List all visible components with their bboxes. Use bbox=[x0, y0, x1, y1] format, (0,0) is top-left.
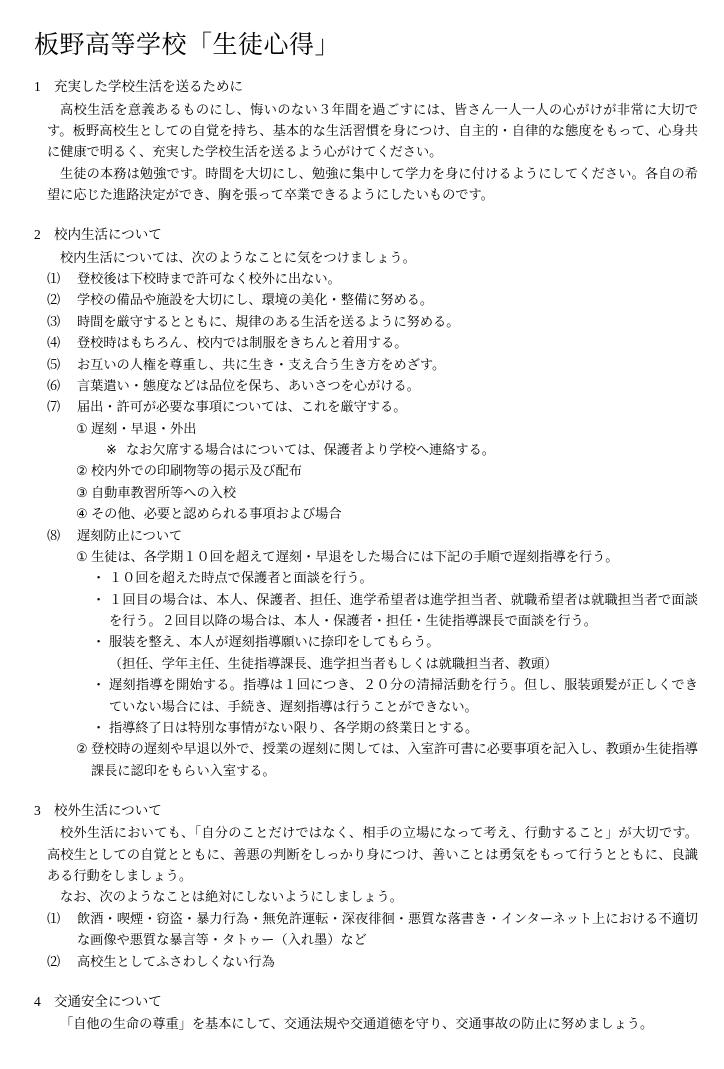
list-item-text: 高校生としてふさわしくない行為 bbox=[77, 953, 275, 969]
sub-list-item-text: 登校時の遅刻や早退以外で、授業の遅刻に関しては、入室許可書に必要事項を記入し、教頭か生徒指導課長に認印をもらい入室する。 bbox=[91, 741, 698, 778]
list-item-marker: ⑺ bbox=[47, 399, 61, 415]
sub-list-item bbox=[34, 738, 698, 781]
list-item-text: 遅刻防止について bbox=[77, 527, 183, 543]
list-item-text: 登校時はもちろん、校内では制服をきちんと着用する。 bbox=[77, 335, 408, 351]
section-1-paragraph-1: 高校生活を意義あるものにし、悔いのない３年間を過ごすには、皆さん一人一人の心がけが非常に大切です。板野高校生としての自覚を持ち、基本的な生活習慣を身につけ、自主的・自律的な態度をもって、心身共に健康で明るく、充実した学校生活を送るよう心がけてください。 bbox=[47, 101, 698, 160]
list-item bbox=[34, 951, 698, 972]
bullet-text: 指導終了日は特別な事情がない限り、各学期の終業日とする。 bbox=[109, 719, 479, 735]
bullet-list-item bbox=[34, 717, 698, 738]
sub-list-note bbox=[34, 439, 698, 460]
list-item-text: 届出・許可が必要な事項については、これを厳守する。 bbox=[77, 399, 407, 415]
section-1-number: 1 bbox=[34, 79, 41, 95]
bullet-list-item bbox=[34, 589, 698, 632]
list-item-marker: ⑵ bbox=[47, 292, 61, 308]
sub-list-item-marker: ② bbox=[76, 741, 88, 757]
bullet-list-item bbox=[34, 631, 698, 652]
section-1-paragraph-2: 生徒の本務は勉強です。時間を大切にし、勉強に集中して学力を身に付けるようにしてください。各自の希望に応じた進路決定ができ、胸を張って卒業できるようにしたいものです。 bbox=[47, 165, 698, 202]
list-item bbox=[34, 354, 698, 375]
bullet-list-item bbox=[34, 567, 698, 588]
sub-list-item-marker: ① bbox=[76, 420, 88, 436]
sub-list-item bbox=[34, 482, 698, 503]
list-item bbox=[34, 332, 698, 353]
list-item-marker: ⑸ bbox=[47, 356, 61, 372]
section-1-title: 充実した学校生活を送るために bbox=[54, 79, 243, 95]
section-3-heading bbox=[34, 801, 698, 821]
sub-list-item bbox=[34, 460, 698, 481]
sub-list-item bbox=[34, 546, 698, 567]
list-item bbox=[34, 908, 698, 951]
bullet-marker: ・ bbox=[92, 634, 106, 650]
sub-list-item-text: 校内外での印刷物等の掲示及び配布 bbox=[91, 463, 302, 479]
section-3 bbox=[34, 801, 698, 972]
bullet-marker: ・ bbox=[92, 591, 106, 607]
list-item-text: 時間を厳守するとともに、規律のある生活を送るように努める。 bbox=[77, 313, 460, 329]
list-item-marker: ⑴ bbox=[47, 271, 61, 286]
list-item bbox=[34, 375, 698, 396]
list-item-marker: ⑹ bbox=[47, 377, 61, 393]
sub-list-item-marker: ③ bbox=[76, 484, 88, 500]
section-2-item-list bbox=[34, 268, 698, 418]
sub-list-item bbox=[34, 418, 698, 439]
section-3-title: 校外生活について bbox=[54, 803, 162, 818]
list-item-text: お互いの人権を尊重し、共に生き・支え合う生き方をめざす。 bbox=[77, 356, 446, 372]
sub-list-item-text: 自動車教習所等への入校 bbox=[91, 484, 237, 500]
list-item-marker: ⑻ bbox=[47, 527, 61, 543]
list-item-marker: ⑷ bbox=[47, 335, 61, 351]
bullet-text: 服装を整え、本人が遅刻指導願いに捺印をしてもらう。 bbox=[109, 634, 440, 650]
list-item-text: 言葉遣い・態度などは品位を保ち、あいさつを心がける。 bbox=[77, 377, 420, 393]
list-item bbox=[34, 396, 698, 417]
list-item-text: 学校の備品や施設を大切にし、環境の美化・整備に努める。 bbox=[77, 292, 434, 308]
list-item-text: 登校後は下校時まで許可なく校外に出ない。 bbox=[77, 271, 341, 286]
section-3-paragraph-1: 校外生活においても、「自分のことだけではなく、相手の立場になって考え、行動すること」が大切です。高校生としての自覚とともに、善悪の判断をしっかり身につけ、善いことは勇気をもって行うとともに、良識ある行動をしましょう。 bbox=[47, 825, 698, 883]
section-4-heading bbox=[34, 992, 698, 1012]
bullet-list-item bbox=[34, 674, 698, 717]
note-marker: ※ bbox=[106, 442, 118, 457]
section-3-paragraph-2: なお、次のようなことは絶対にしないようにしましょう。 bbox=[60, 889, 403, 905]
section-4-title: 交通安全について bbox=[54, 993, 162, 1009]
section-3-item-list bbox=[34, 908, 698, 972]
list-item bbox=[34, 289, 698, 310]
page-title: 板野高等学校「生徒心得」 bbox=[34, 32, 341, 59]
sub-list-item-marker: ② bbox=[76, 463, 88, 479]
section-2-lead: 校内生活については、次のようなことに気をつけましょう。 bbox=[60, 249, 416, 265]
section-2-title: 校内生活について bbox=[54, 227, 162, 243]
list-item-text: 飲酒・喫煙・窃盗・暴力行為・無免許運転・深夜徘徊・悪質な落書き・インターネット上における不適切な画像や悪質な暴言等・タトゥー（入れ墨）など bbox=[77, 910, 698, 948]
section-2 bbox=[34, 225, 698, 781]
section-2-heading bbox=[34, 225, 698, 245]
sub-list-item bbox=[34, 503, 698, 524]
sub-list-item-text: 遅刻・早退・外出 bbox=[91, 420, 197, 436]
bullet-text: １回目の場合は、本人、保護者、担任、進学希望者は進学担当者、就職希望者は就職担当者で面談を行う。２回目以降の場合は、本人・保護者・担任・生徒指導課長で面談を行う。 bbox=[109, 591, 698, 628]
bullet-marker: ・ bbox=[92, 719, 106, 735]
list-item-marker: ⑵ bbox=[47, 953, 61, 969]
sub-list-item-text: 生徒は、各学期１０回を超えて遅刻・早退をした場合には下記の手順で遅刻指導を行う。 bbox=[91, 548, 619, 564]
list-item bbox=[34, 268, 698, 289]
bullet-marker: ・ bbox=[92, 677, 106, 693]
section-3-number: 3 bbox=[34, 803, 41, 818]
sub-list-item-marker: ① bbox=[76, 548, 88, 564]
bullet-marker: ・ bbox=[92, 570, 106, 586]
note-text: なお欠席する場合はについては、保護者より学校へ連絡する。 bbox=[126, 442, 495, 457]
bullet-text: １０回を超えた時点で保護者と面談を行う。 bbox=[109, 570, 373, 586]
section-1-heading bbox=[34, 77, 698, 97]
bullet-text: 遅刻指導を開始する。指導は１回につき、２０分の清掃活動を行う。但し、服装頭髪が正しくできていない場合には、手続き、遅刻指導は行うことができない。 bbox=[109, 677, 698, 714]
section-4-number: 4 bbox=[34, 993, 41, 1009]
parenthetical-note: （担任、学年主任、生徒指導課長、進学担当者もしくは就職担当者、教頭） bbox=[109, 655, 558, 671]
sub-list-item-marker: ④ bbox=[76, 506, 88, 522]
list-item-marker: ⑶ bbox=[47, 313, 61, 329]
section-1 bbox=[34, 77, 698, 205]
section-4 bbox=[34, 992, 698, 1035]
list-item bbox=[34, 525, 698, 546]
section-2-number: 2 bbox=[34, 227, 41, 243]
sub-list-item-text: その他、必要と認められる事項および場合 bbox=[91, 506, 342, 522]
list-item bbox=[34, 311, 698, 332]
section-4-paragraph-1: 「自他の生命の尊重」を基本にして、交通法規や交通道徳を守り、交通事故の防止に努めましょう。 bbox=[60, 1016, 654, 1032]
list-item-marker: ⑴ bbox=[47, 910, 61, 926]
